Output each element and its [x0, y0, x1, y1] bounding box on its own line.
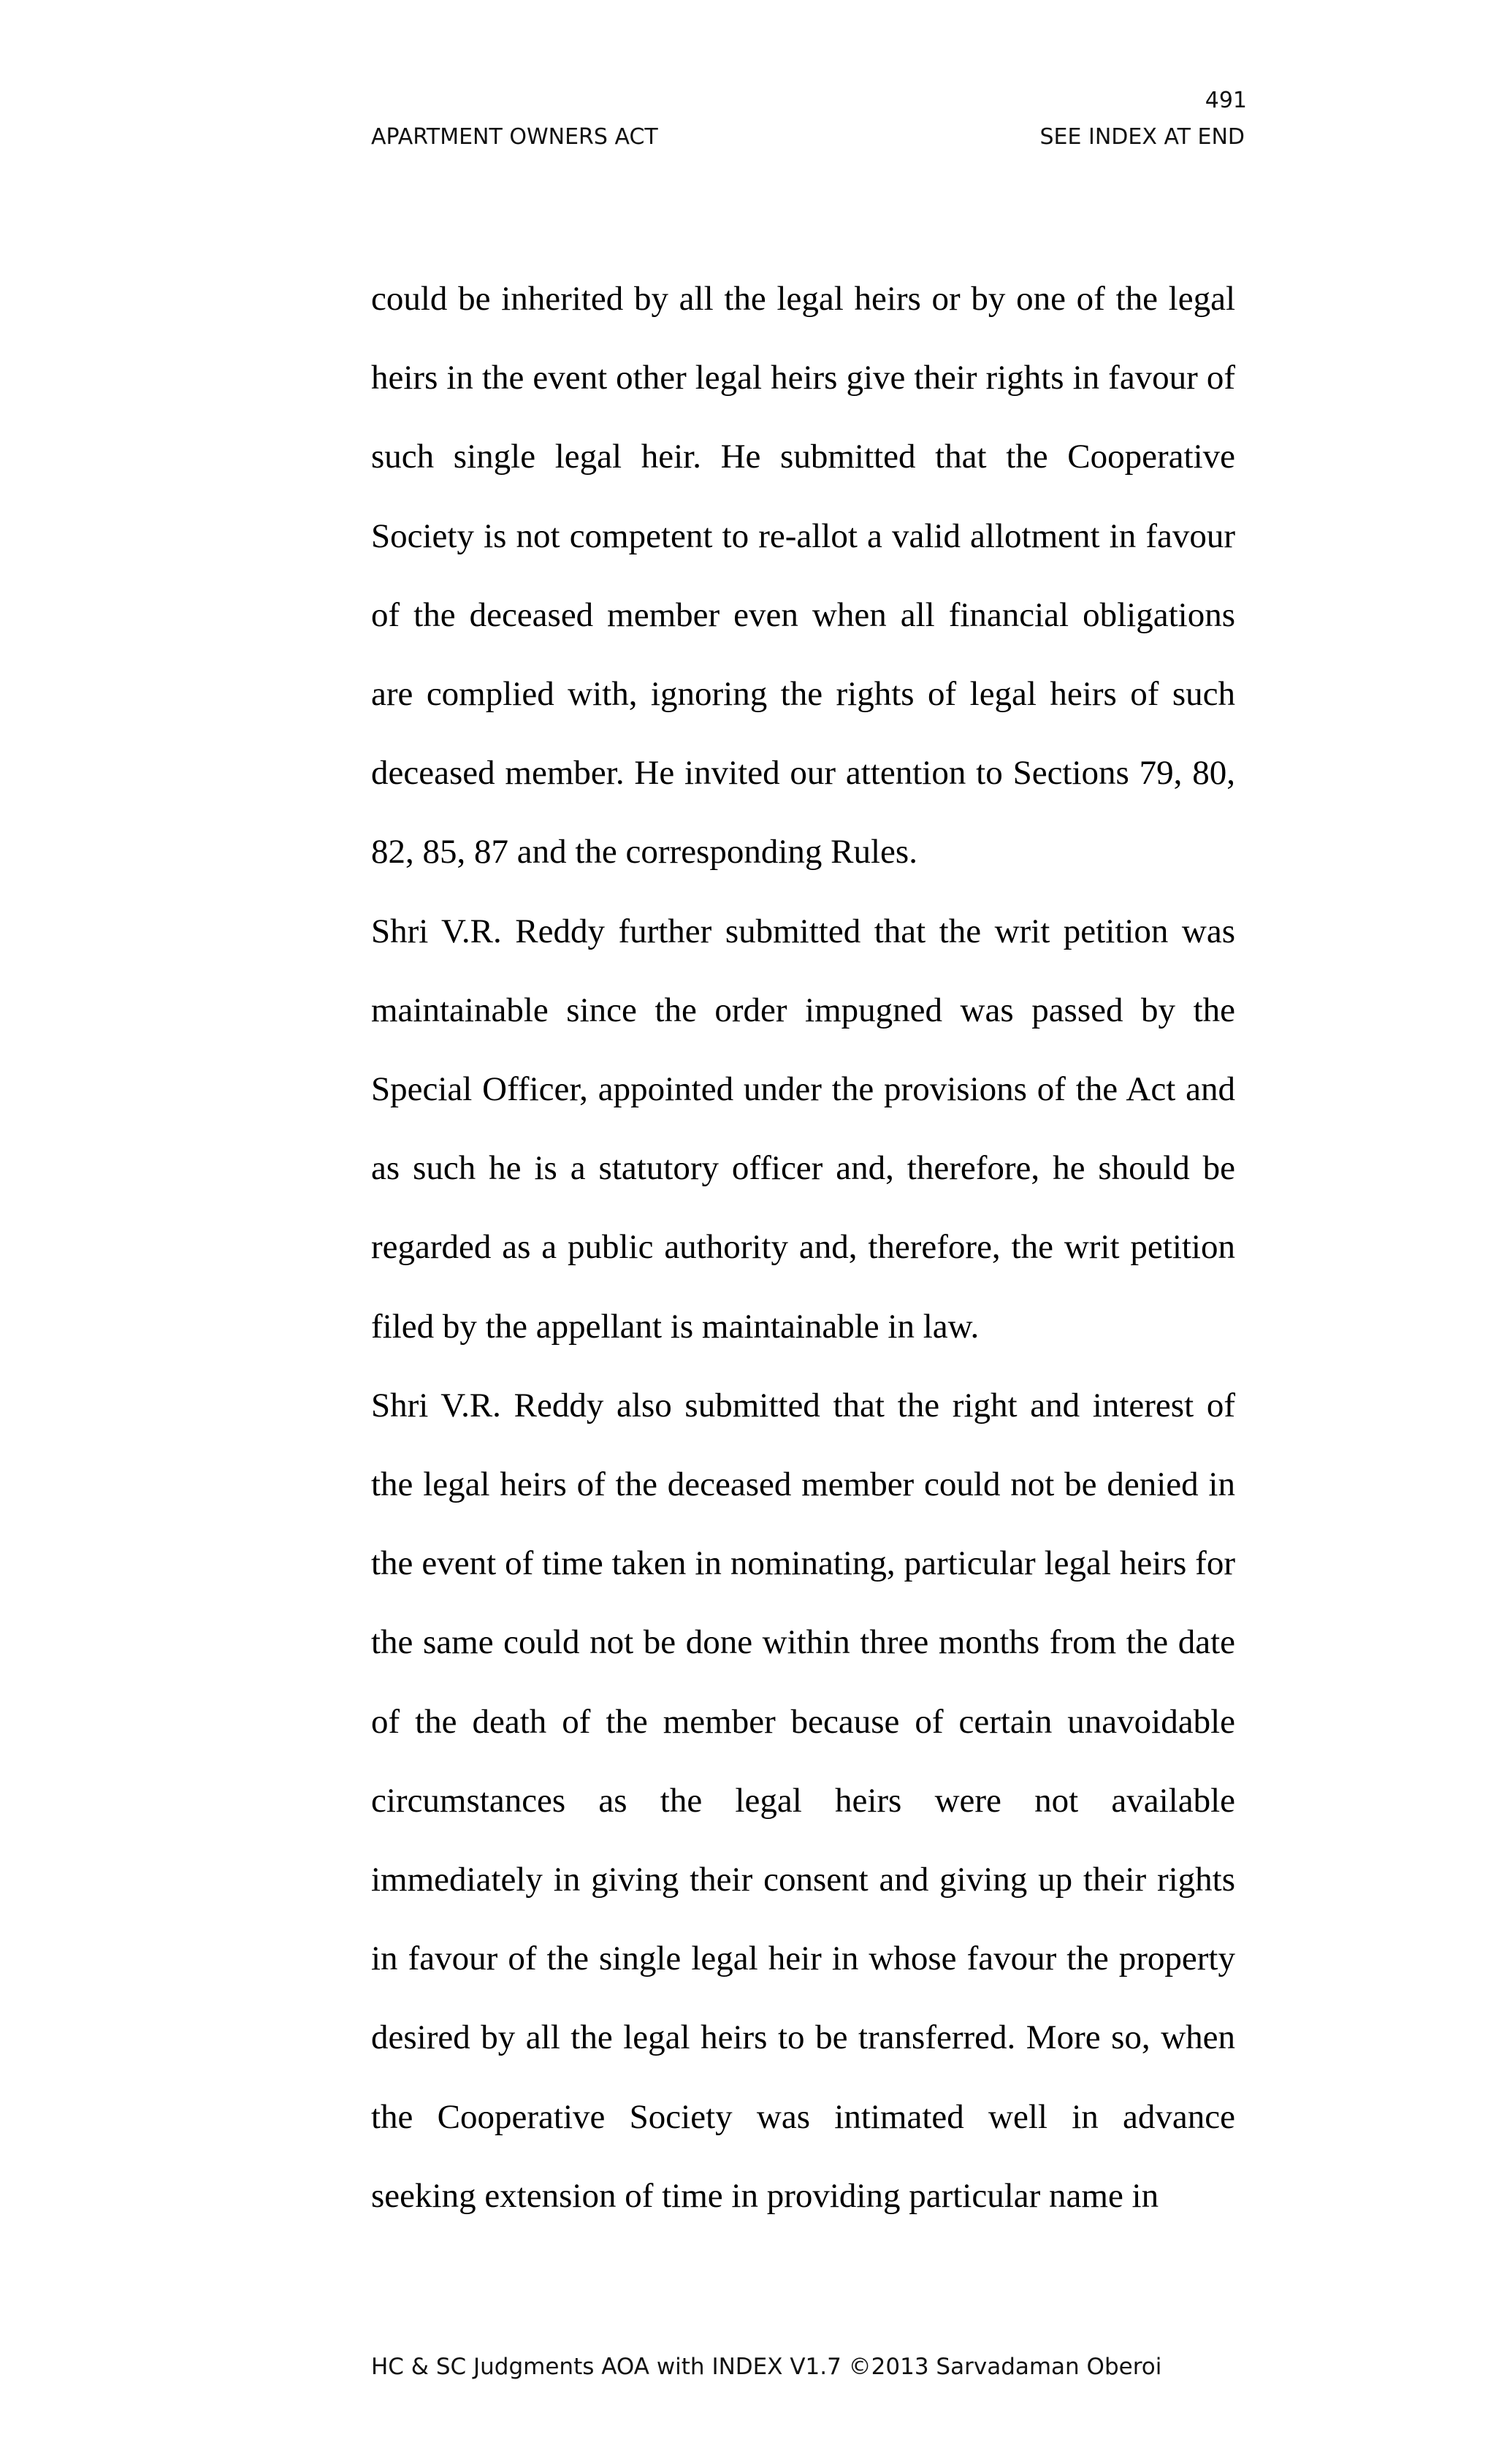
running-header-index-note: SEE INDEX AT END [1039, 124, 1245, 150]
paragraph: could be inherited by all the legal heirs or by one of the legal heirs in the event other legal heirs give their rights in favour of such single legal heir. He submitted that the Cooperative Society is not competent to re-allot a valid allotment in favour of the deceased member even when all financial obligations are complied with, ignoring the rights of legal heirs of such deceased member. He invited our attention to Sections 79, 80, 82, 85, 87 and the corresponding Rules. [371, 280, 1235, 871]
page-number: 491 [1205, 88, 1247, 113]
paragraph: Shri V.R. Reddy also submitted that the right and interest of the legal heirs of the deceased member could not be denied in the event of time taken in nominating, particular legal heirs for the same could not be done within three months from the date of the death of the member because of certain unavoidable circumstances as the legal heirs were not available immediately in giving their consent and giving up their rights in favour of the single legal heir in whose favour the property desired by all the legal heirs to be transferred. More so, when the Cooperative Society was intimated well in advance seeking extension of time in providing particular name in [371, 1386, 1235, 2215]
running-header-title: APARTMENT OWNERS ACT [371, 124, 658, 150]
body-text [371, 259, 1235, 2235]
paragraph: Shri V.R. Reddy further submitted that the writ petition was maintainable since the order impugned was passed by the Special Officer, appointed under the provisions of the Act and as such he is a statutory officer and, therefore, he should be regarded as a public authority and, therefore, the writ petition filed by the appellant is maintainable in law. [371, 912, 1235, 1346]
footer-copyright: HC & SC Judgments AOA with INDEX V1.7 ©2013 Sarvadaman Oberoi [371, 2354, 1162, 2380]
